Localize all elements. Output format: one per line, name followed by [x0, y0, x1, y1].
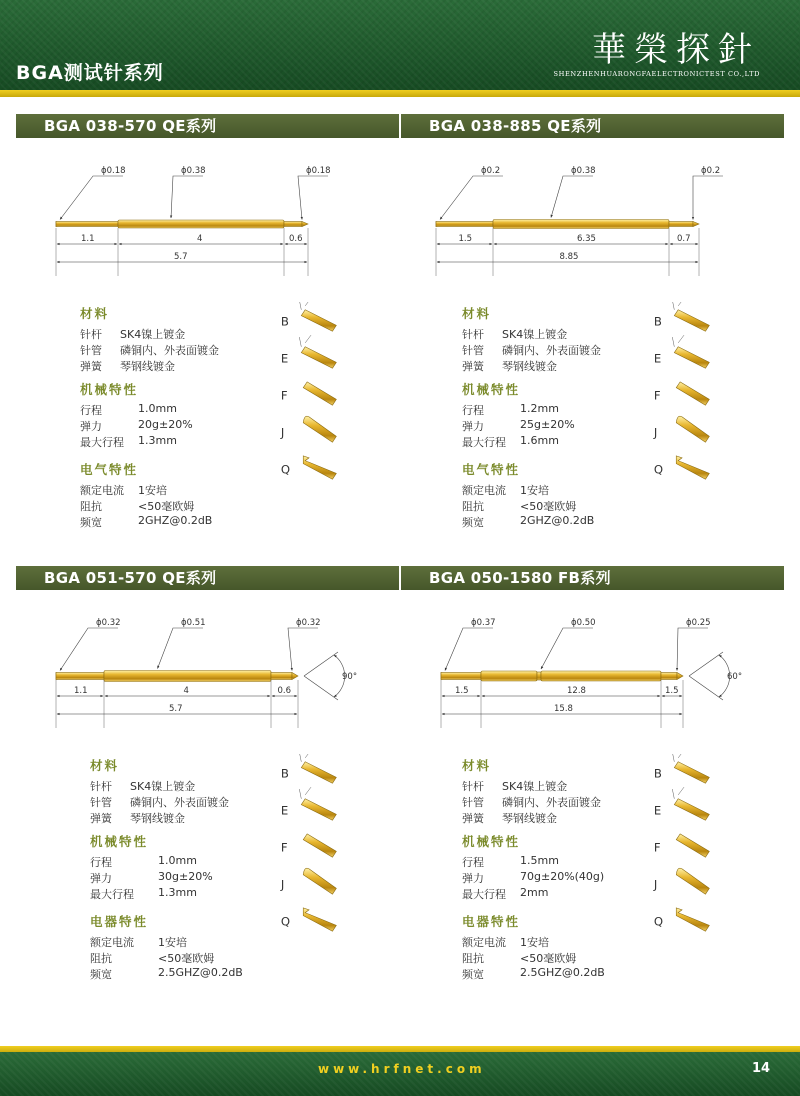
length-total-label: 5.7 — [174, 252, 188, 262]
tip-shape — [674, 799, 709, 820]
angle-mark — [299, 754, 311, 762]
spec-value: 1.0mm — [138, 402, 177, 415]
spec-row — [462, 482, 652, 496]
spec-key: 弹簧 — [462, 812, 484, 825]
spec-value: SK4镍上镀金 — [502, 780, 568, 793]
diameter-left-label: ϕ0.2 — [481, 166, 501, 176]
length-mid-label: 4 — [197, 234, 203, 244]
tip-style-label: E — [280, 803, 289, 818]
length-total-label: 8.85 — [559, 252, 579, 262]
right-plunger — [284, 222, 302, 227]
right-plunger — [661, 673, 677, 680]
spec-heading: 电器特性 — [90, 914, 149, 929]
tip-styles — [277, 302, 347, 487]
spec-key: 弹力 — [462, 420, 484, 433]
section-title: BGA 038-570 QE系列 — [16, 114, 399, 138]
diameter-leader — [541, 628, 593, 669]
tip-style-item — [653, 416, 710, 442]
tip-shape — [676, 908, 709, 931]
header-stripe — [0, 90, 800, 97]
length-total-label: 5.7 — [169, 704, 183, 714]
angle-label: 60° — [727, 672, 743, 682]
spec-value: 1.6mm — [520, 434, 559, 447]
tip-style-item — [281, 754, 337, 783]
tip-styles — [277, 754, 347, 939]
angle-mark — [672, 302, 684, 310]
tip-style-label: J — [653, 877, 658, 892]
spec-row — [80, 498, 270, 512]
spec-heading: 机械特性 — [90, 834, 149, 849]
diameter-left-label: ϕ0.18 — [101, 166, 126, 176]
spec-key: 额定电流 — [462, 484, 506, 497]
tip-shape — [303, 382, 336, 405]
angle-mark — [672, 787, 684, 799]
spec-value: <50毫欧姆 — [520, 952, 577, 965]
tip-style-item — [281, 908, 337, 931]
spec-row — [80, 514, 270, 528]
tip-style-label: Q — [653, 914, 664, 929]
tip-shape — [303, 908, 336, 931]
spec-row — [90, 950, 280, 964]
spec-key: 行程 — [462, 404, 484, 417]
spec-block — [462, 304, 652, 539]
length-right-label: 0.7 — [677, 234, 691, 244]
spec-value: <50毫欧姆 — [520, 500, 577, 513]
tip-style-item — [280, 416, 337, 442]
spec-key: 针管 — [90, 796, 112, 809]
diameter-leader — [677, 628, 708, 671]
right-tip — [693, 222, 699, 227]
spec-row — [462, 950, 652, 964]
tip-shape — [301, 347, 336, 368]
spec-key: 最大行程 — [462, 888, 506, 901]
spec-key: 最大行程 — [462, 436, 506, 449]
left-plunger — [56, 222, 118, 227]
spec-heading: 电气特性 — [462, 462, 521, 477]
spec-heading: 机械特性 — [462, 834, 521, 849]
diameter-leader — [693, 176, 723, 220]
left-plunger — [436, 222, 493, 227]
spec-row — [462, 358, 652, 372]
diameter-right-label: ϕ0.2 — [701, 166, 721, 176]
spec-value: 2GHZ@0.2dB — [138, 514, 213, 527]
spec-value: 2mm — [520, 886, 549, 899]
spec-row — [462, 794, 652, 808]
barrel-neck — [537, 672, 541, 680]
spec-key: 阻抗 — [462, 500, 484, 513]
spec-row — [80, 434, 270, 448]
spec-value: 1.3mm — [158, 886, 197, 899]
diameter-leader — [171, 176, 203, 218]
right-tip — [302, 222, 308, 227]
spec-row — [90, 966, 280, 980]
spec-row — [80, 358, 270, 372]
tip-shape — [674, 347, 709, 368]
probe-drawing — [401, 142, 784, 292]
spec-value: 1安培 — [520, 936, 549, 949]
tip-shape — [676, 416, 709, 442]
spec-value: 1.0mm — [158, 854, 197, 867]
spec-heading: 材料 — [462, 306, 492, 321]
diameter-mid-label: ϕ0.51 — [181, 618, 206, 628]
tip-style-item — [654, 787, 710, 820]
spec-value: 琴钢线镀金 — [120, 360, 175, 373]
spec-row — [462, 402, 652, 416]
tip-styles — [650, 754, 720, 939]
spec-value: 琴钢线镀金 — [502, 812, 557, 825]
spec-heading: 机械特性 — [462, 382, 521, 397]
tip-style-label: B — [653, 766, 662, 781]
diameter-leader — [440, 176, 503, 220]
angle-lines — [689, 652, 723, 700]
probe-drawing — [401, 594, 784, 744]
spec-value: 磷铜内、外表面镀金 — [502, 344, 601, 357]
barrel — [104, 671, 271, 682]
spec-value: SK4镍上镀金 — [120, 328, 186, 341]
diameter-left-label: ϕ0.37 — [471, 618, 496, 628]
spec-key: 弹簧 — [80, 360, 102, 373]
tip-shape — [303, 834, 336, 857]
probe-drawing — [16, 142, 399, 292]
spec-value: 30g±20% — [158, 870, 213, 883]
spec-key: 针管 — [80, 344, 102, 357]
spec-block — [80, 304, 270, 539]
left-plunger — [441, 673, 481, 680]
spec-row — [90, 810, 280, 824]
tip-style-label: E — [280, 351, 289, 366]
spec-value: 磷铜内、外表面镀金 — [130, 796, 229, 809]
spec-row — [462, 886, 652, 900]
diameter-mid-label: ϕ0.38 — [571, 166, 596, 176]
angle-mark — [672, 754, 684, 762]
spec-value: SK4镍上镀金 — [502, 328, 568, 341]
spec-row — [462, 870, 652, 884]
spec-value: 2.5GHZ@0.2dB — [520, 966, 605, 979]
tip-style-item — [654, 908, 710, 931]
tip-style-item — [654, 382, 710, 405]
spec-key: 弹力 — [462, 872, 484, 885]
tip-style-label: F — [653, 840, 661, 855]
tip-style-label: Q — [280, 914, 291, 929]
tip-style-item — [281, 302, 337, 331]
barrel — [118, 220, 284, 228]
spec-key: 针杆 — [462, 328, 484, 341]
right-tip — [677, 673, 683, 680]
tip-style-item — [281, 335, 337, 368]
spec-value: 1.5mm — [520, 854, 559, 867]
tip-shape — [674, 310, 709, 331]
length-right-label: 0.6 — [289, 234, 303, 244]
spec-value: 1安培 — [158, 936, 187, 949]
spec-row — [462, 418, 652, 432]
barrel-front — [481, 671, 537, 681]
right-plunger — [271, 673, 292, 680]
tip-shape — [303, 456, 336, 479]
spec-key: 频宽 — [90, 968, 112, 981]
spec-row — [462, 326, 652, 340]
spec-key: 额定电流 — [80, 484, 124, 497]
spec-key: 阻抗 — [90, 952, 112, 965]
spec-value: 琴钢线镀金 — [502, 360, 557, 373]
spec-row — [80, 402, 270, 416]
tip-style-item — [281, 834, 337, 857]
spec-row — [80, 342, 270, 356]
spec-heading: 机械特性 — [80, 382, 139, 397]
spec-key: 弹簧 — [462, 360, 484, 373]
tip-style-label: F — [280, 388, 288, 403]
page-title: BGA测试针系列 — [16, 62, 164, 84]
spec-row — [90, 778, 280, 792]
length-mid-label: 6.35 — [577, 234, 596, 244]
tip-style-item — [653, 868, 710, 894]
spec-row — [90, 934, 280, 948]
spec-key: 行程 — [462, 856, 484, 869]
barrel — [541, 671, 661, 681]
angle-mark — [299, 787, 311, 799]
tip-style-item — [281, 787, 337, 820]
spec-key: 针杆 — [462, 780, 484, 793]
right-plunger — [669, 222, 693, 227]
spec-row — [80, 418, 270, 432]
spec-key: 行程 — [80, 404, 102, 417]
spec-key: 额定电流 — [462, 936, 506, 949]
spec-key: 针管 — [462, 796, 484, 809]
spec-heading: 材料 — [80, 306, 110, 321]
barrel — [493, 220, 669, 229]
spec-value: SK4镍上镀金 — [130, 780, 196, 793]
spec-key: 阻抗 — [462, 952, 484, 965]
left-plunger — [56, 673, 104, 680]
right-tip — [292, 673, 298, 680]
tip-style-label: F — [280, 840, 288, 855]
tip-shape — [301, 799, 336, 820]
length-left-label: 1.1 — [74, 686, 88, 696]
diameter-leader — [60, 628, 118, 671]
brand-company-en: SHENZHENHUARONGFAELECTRONICTEST CO.,LTD — [553, 70, 760, 78]
tip-style-label: E — [653, 351, 662, 366]
angle-lines — [304, 652, 338, 700]
section-title: BGA 051-570 QE系列 — [16, 566, 399, 590]
spec-key: 弹力 — [80, 420, 102, 433]
tip-shape — [301, 762, 336, 783]
tip-shape — [676, 834, 709, 857]
probe-drawing — [16, 594, 399, 744]
spec-value: <50毫欧姆 — [138, 500, 195, 513]
length-mid-label: 12.8 — [567, 686, 586, 696]
spec-value: 1.3mm — [138, 434, 177, 447]
tip-shape — [301, 310, 336, 331]
diameter-leader — [288, 628, 318, 671]
spec-row — [90, 886, 280, 900]
spec-row — [462, 434, 652, 448]
spec-value: 20g±20% — [138, 418, 193, 431]
spec-key: 额定电流 — [90, 936, 134, 949]
length-mid-label: 4 — [183, 686, 189, 696]
page-number: 14 — [752, 1061, 771, 1076]
footer-website[interactable]: www.hrfnet.com — [318, 1062, 486, 1076]
length-left-label: 1.1 — [81, 234, 95, 244]
spec-key: 频宽 — [462, 968, 484, 981]
tip-style-item — [654, 834, 710, 857]
spec-block — [90, 756, 280, 991]
tip-shape — [676, 868, 709, 894]
spec-row — [462, 498, 652, 512]
spec-key: 针杆 — [80, 328, 102, 341]
section-title: BGA 050-1580 FB系列 — [401, 566, 784, 590]
spec-value: <50毫欧姆 — [158, 952, 215, 965]
diameter-leader — [60, 176, 123, 220]
spec-key: 阻抗 — [80, 500, 102, 513]
spec-key: 针管 — [462, 344, 484, 357]
tip-style-item — [654, 302, 710, 331]
tip-style-item — [281, 382, 337, 405]
diameter-leader — [551, 176, 593, 218]
spec-heading: 电气特性 — [80, 462, 139, 477]
length-left-label: 1.5 — [455, 686, 469, 696]
tip-style-label: B — [280, 314, 289, 329]
spec-row — [462, 778, 652, 792]
spec-key: 频宽 — [80, 516, 102, 529]
tip-style-label: B — [653, 314, 662, 329]
length-left-label: 1.5 — [458, 234, 473, 244]
tip-style-item — [281, 456, 337, 479]
spec-row — [80, 482, 270, 496]
spec-value: 1.2mm — [520, 402, 559, 415]
spec-heading: 材料 — [462, 758, 492, 773]
spec-key: 弹簧 — [90, 812, 112, 825]
spec-row — [90, 870, 280, 884]
diameter-right-label: ϕ0.18 — [306, 166, 331, 176]
spec-row — [90, 794, 280, 808]
length-right-label: 0.6 — [277, 686, 292, 696]
tip-style-label: Q — [280, 462, 291, 477]
brand-logo-cn: 華榮探針 — [592, 30, 760, 70]
spec-value: 琴钢线镀金 — [130, 812, 185, 825]
tip-style-label: J — [280, 877, 285, 892]
spec-row — [462, 342, 652, 356]
angle-mark — [672, 335, 684, 347]
diameter-right-label: ϕ0.25 — [686, 618, 711, 628]
diameter-right-label: ϕ0.32 — [296, 618, 321, 628]
angle-mark — [299, 335, 311, 347]
spec-heading: 材料 — [90, 758, 120, 773]
spec-value: 70g±20%(40g) — [520, 870, 605, 883]
tip-style-item — [654, 754, 710, 783]
spec-row — [462, 810, 652, 824]
spec-block — [462, 756, 652, 991]
angle-mark — [299, 302, 311, 310]
tip-style-label: E — [653, 803, 662, 818]
diameter-leader — [445, 628, 493, 671]
diameter-left-label: ϕ0.32 — [96, 618, 121, 628]
spec-row — [462, 514, 652, 528]
spec-row — [462, 854, 652, 868]
length-right-label: 1.5 — [665, 686, 679, 696]
spec-key: 频宽 — [462, 516, 484, 529]
section-title: BGA 038-885 QE系列 — [401, 114, 784, 138]
spec-value: 2.5GHZ@0.2dB — [158, 966, 243, 979]
tip-styles — [650, 302, 720, 487]
spec-row — [462, 934, 652, 948]
spec-key: 最大行程 — [80, 436, 124, 449]
spec-value: 1安培 — [520, 484, 549, 497]
spec-key: 行程 — [90, 856, 112, 869]
diameter-mid-label: ϕ0.50 — [571, 618, 596, 628]
tip-shape — [303, 416, 336, 442]
spec-value: 2GHZ@0.2dB — [520, 514, 595, 527]
spec-value: 25g±20% — [520, 418, 575, 431]
tip-shape — [676, 456, 709, 479]
tip-style-label: J — [280, 425, 285, 440]
diameter-mid-label: ϕ0.38 — [181, 166, 206, 176]
spec-key: 最大行程 — [90, 888, 134, 901]
spec-value: 磷铜内、外表面镀金 — [120, 344, 219, 357]
tip-style-item — [654, 335, 710, 368]
angle-label: 90° — [342, 672, 358, 682]
spec-heading: 电器特性 — [462, 914, 521, 929]
length-total-label: 15.8 — [554, 704, 573, 714]
spec-key: 针杆 — [90, 780, 112, 793]
spec-value: 磷铜内、外表面镀金 — [502, 796, 601, 809]
spec-row — [90, 854, 280, 868]
diameter-leader — [158, 628, 204, 669]
tip-shape — [676, 382, 709, 405]
tip-style-label: Q — [653, 462, 664, 477]
spec-key: 弹力 — [90, 872, 112, 885]
diameter-leader — [298, 176, 328, 220]
spec-row — [462, 966, 652, 980]
tip-style-label: J — [653, 425, 658, 440]
tip-shape — [303, 868, 336, 894]
tip-style-item — [654, 456, 710, 479]
tip-style-label: B — [280, 766, 289, 781]
spec-value: 1安培 — [138, 484, 167, 497]
tip-style-item — [280, 868, 337, 894]
spec-row — [80, 326, 270, 340]
tip-style-label: F — [653, 388, 661, 403]
tip-shape — [674, 762, 709, 783]
